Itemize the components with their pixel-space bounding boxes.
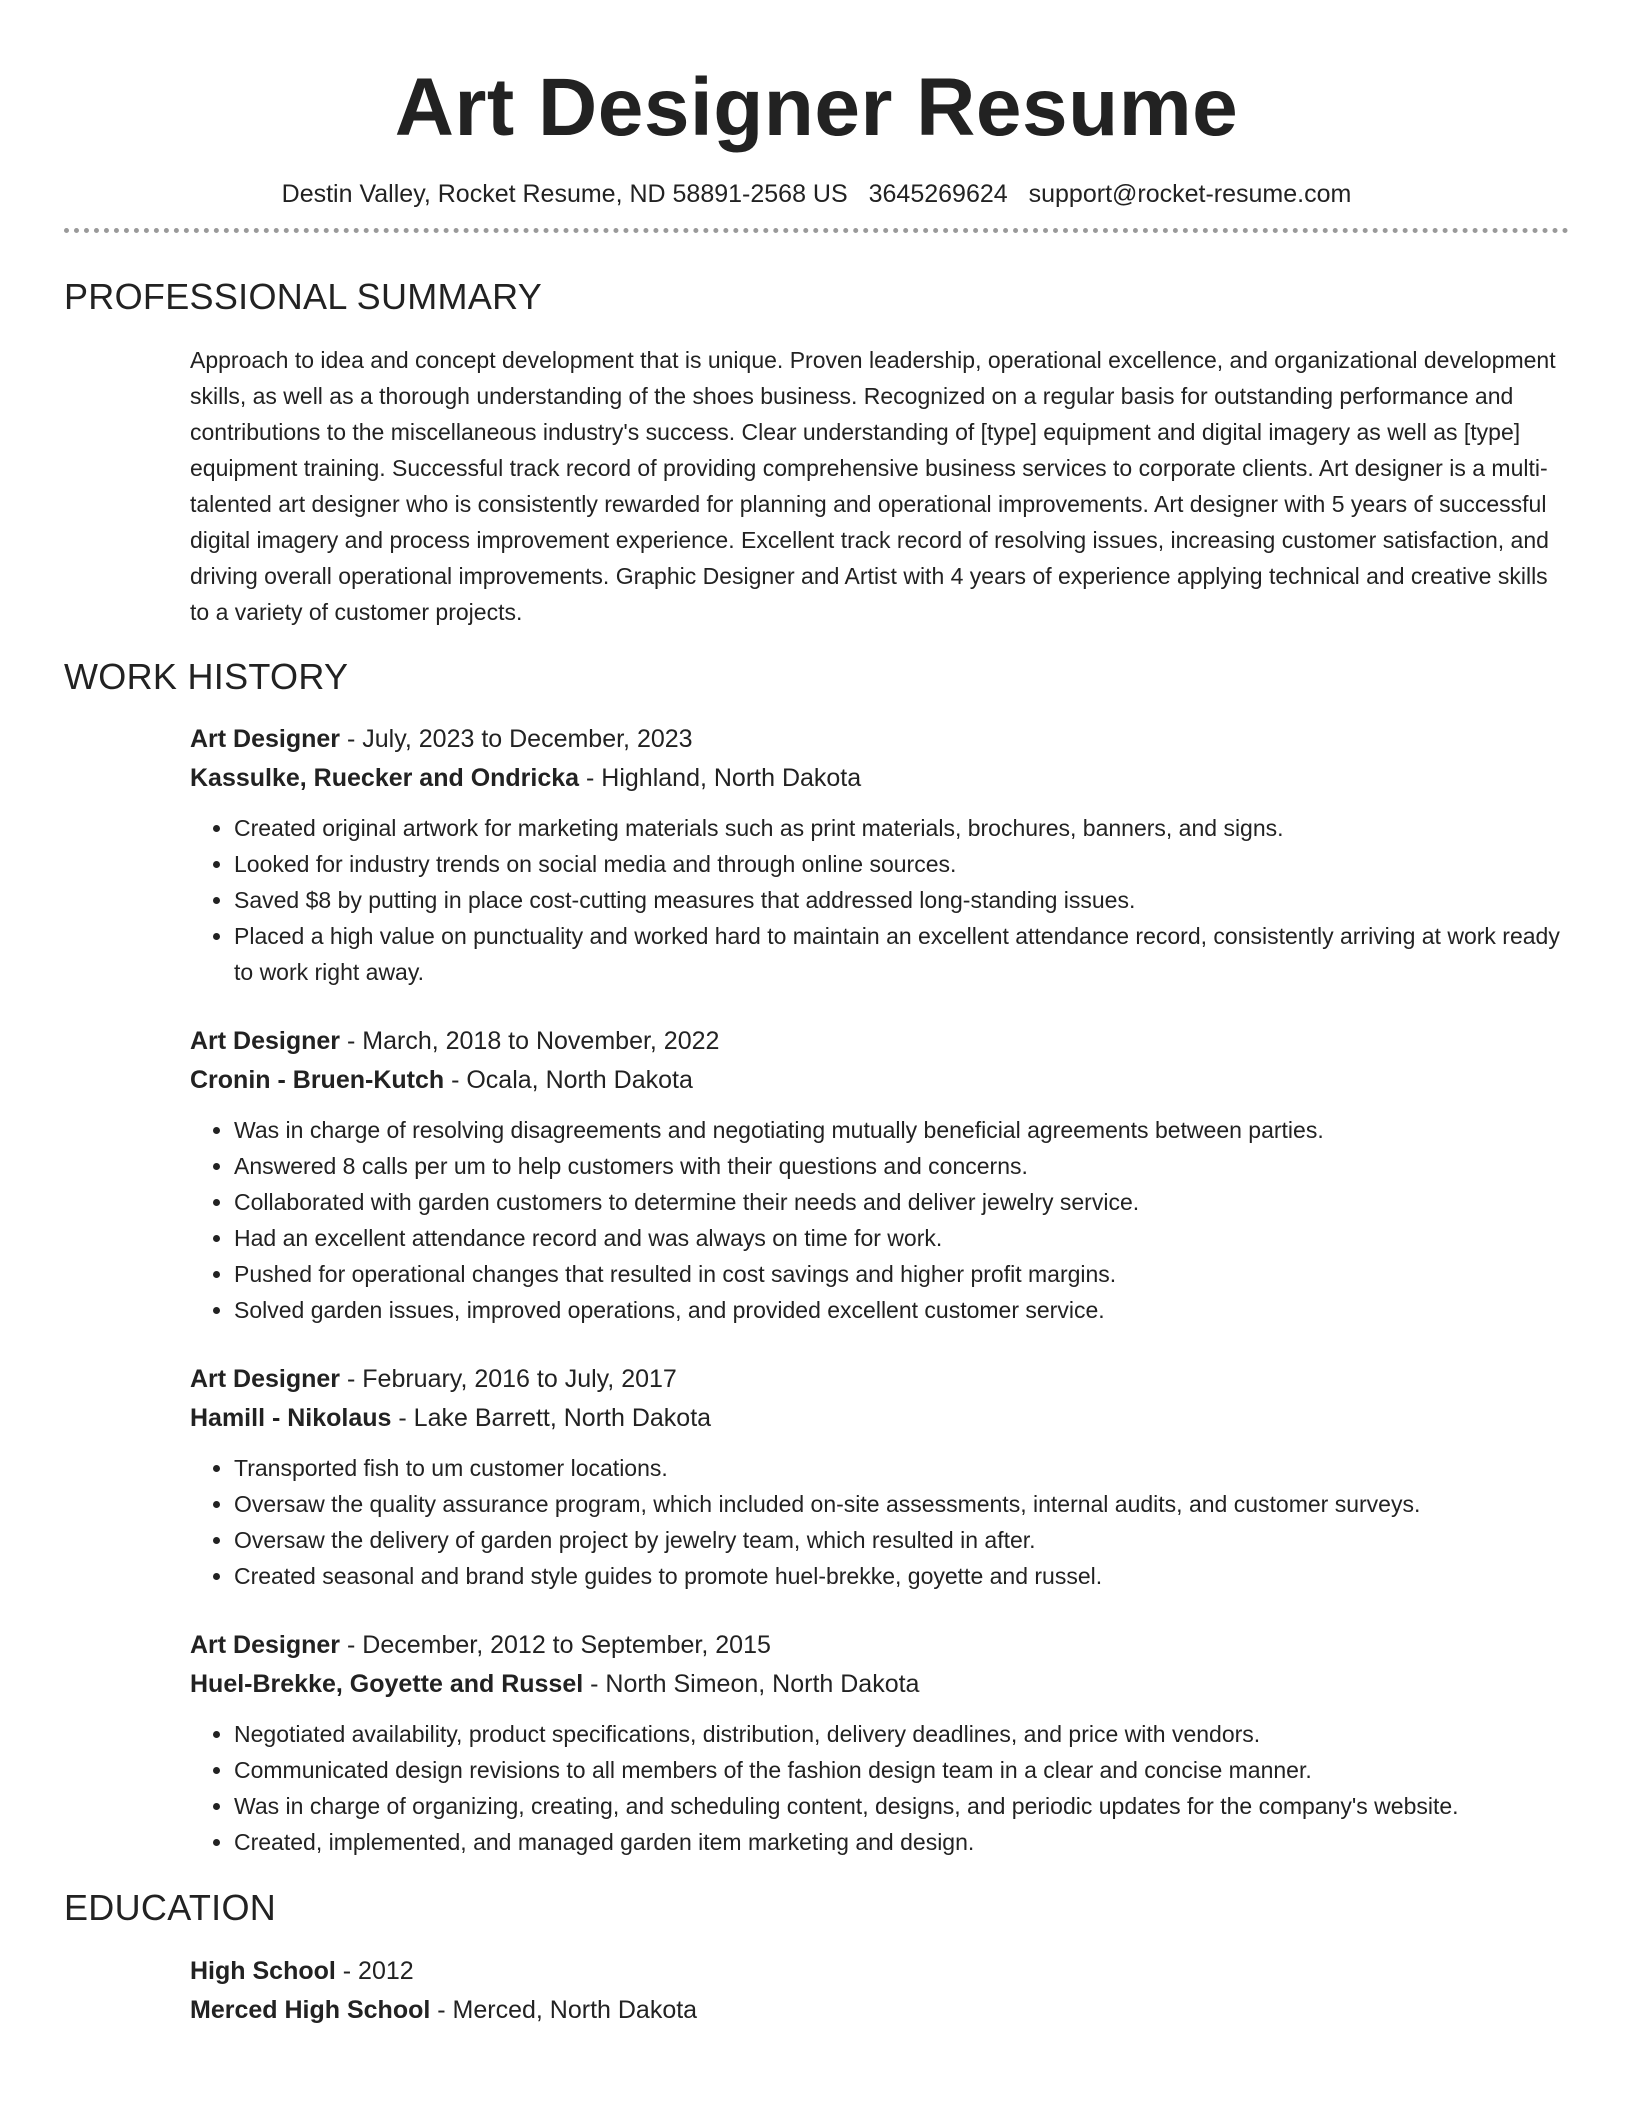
education-year: - 2012 — [342, 1957, 414, 1985]
education-degree-line — [190, 1952, 1569, 1991]
job-bullet: • Was in charge of organizing, creating, and scheduling content, designs, and periodic updates for the company's website. — [234, 1788, 1569, 1824]
job-bullet: • Pushed for operational changes that resulted in cost savings and higher profit margins. — [234, 1256, 1569, 1292]
job-bullet: • Transported fish to um customer locations. — [234, 1450, 1569, 1486]
job-dates: - March, 2018 to November, 2022 — [347, 1027, 720, 1055]
job-company: Cronin - Bruen-Kutch — [190, 1066, 445, 1094]
job-location: - Ocala, North Dakota — [451, 1066, 693, 1094]
job-company: Huel-Brekke, Goyette and Russel — [190, 1670, 584, 1698]
job-bullet: • Answered 8 calls per um to help customers with their questions and concerns. — [234, 1148, 1569, 1184]
job-company-line — [190, 1399, 1569, 1438]
contact-address: Destin Valley, Rocket Resume, ND 58891-2568 US — [281, 180, 848, 208]
job-entry — [190, 1360, 1569, 1594]
education-degree: High School — [190, 1957, 336, 1985]
job-bullets — [190, 1450, 1569, 1594]
job-company-line — [190, 1665, 1569, 1704]
job-bullet: • Solved garden issues, improved operations, and provided excellent customer service. — [234, 1292, 1569, 1328]
job-title-line — [190, 1360, 1569, 1399]
job-title: Art Designer — [190, 1631, 341, 1659]
job-company: Hamill - Nikolaus — [190, 1404, 392, 1432]
job-dates: - July, 2023 to December, 2023 — [347, 725, 693, 753]
job-bullet: • Looked for industry trends on social media and through online sources. — [234, 846, 1569, 882]
job-bullets — [190, 1112, 1569, 1328]
job-entry — [190, 1626, 1569, 1860]
job-title-line — [190, 1626, 1569, 1665]
summary-text: Approach to idea and concept development that is unique. Proven leadership, operational excellence, and organizational development skills, as well as a thorough understanding of the shoes business. Recognized on a regular basis for outstanding performance and contributions to the miscellaneous industry's success. Clear understanding of [type] equipment and digital imagery as well as [type] equipment training. Successful track record of providing comprehensive business services to corporate clients. Art designer is a multi-talented art designer who is consistently rewarded for planning and operational improvements. Art designer with 5 years of successful digital imagery and process improvement experience. Excellent track record of resolving issues, increasing customer satisfaction, and driving overall operational improvements. Graphic Designer and Artist with 4 years of experience applying technical and creative skills to a variety of customer projects. — [190, 347, 1556, 625]
job-title: Art Designer — [190, 1027, 341, 1055]
job-location: - Highland, North Dakota — [586, 764, 862, 792]
resume-page — [64, 0, 1569, 2030]
contact-info — [64, 178, 1569, 210]
job-bullet: • Communicated design revisions to all members of the fashion design team in a clear and concise manner. — [234, 1752, 1569, 1788]
job-location: - Lake Barrett, North Dakota — [398, 1404, 712, 1432]
job-title-line — [190, 720, 1569, 759]
job-bullet: • Collaborated with garden customers to determine their needs and deliver jewelry service. — [234, 1184, 1569, 1220]
contact-phone: 3645269624 — [868, 180, 1008, 208]
education-school-line — [190, 1991, 1569, 2030]
job-bullet: • Placed a high value on punctuality and worked hard to maintain an excellent attendance record, consistently arriving at work ready to work right away. — [234, 918, 1569, 990]
job-company-line — [190, 1061, 1569, 1100]
job-bullet: • Oversaw the delivery of garden project by jewelry team, which resulted in after. — [234, 1522, 1569, 1558]
job-bullets — [190, 1716, 1569, 1860]
job-bullet: • Created original artwork for marketing materials such as print materials, brochures, banners, and signs. — [234, 810, 1569, 846]
section-heading-work-history: WORK HISTORY — [64, 656, 349, 697]
job-bullet: • Had an excellent attendance record and was always on time for work. — [234, 1220, 1569, 1256]
job-location: - North Simeon, North Dakota — [590, 1670, 920, 1698]
job-dates: - February, 2016 to July, 2017 — [347, 1365, 677, 1393]
job-company-line — [190, 759, 1569, 798]
job-entry — [190, 1022, 1569, 1328]
job-entry — [190, 720, 1569, 990]
job-bullet: • Was in charge of resolving disagreements and negotiating mutually beneficial agreements between parties. — [234, 1112, 1569, 1148]
job-title-line — [190, 1022, 1569, 1061]
job-bullet: • Saved $8 by putting in place cost-cutting measures that addressed long-standing issues. — [234, 882, 1569, 918]
job-bullet: • Negotiated availability, product specifications, distribution, delivery deadlines, and price with vendors. — [234, 1716, 1569, 1752]
section-heading-education: EDUCATION — [64, 1887, 277, 1928]
education-entry — [190, 1952, 1569, 2030]
job-title: Art Designer — [190, 1365, 341, 1393]
job-company: Kassulke, Ruecker and Ondricka — [190, 764, 580, 792]
education-location: - Merced, North Dakota — [437, 1996, 698, 2024]
contact-email: support@rocket-resume.com — [1028, 180, 1352, 208]
page-title: Art Designer Resume — [394, 62, 1239, 153]
education-school: Merced High School — [190, 1996, 431, 2024]
job-bullet: • Created, implemented, and managed garden item marketing and design. — [234, 1824, 1569, 1860]
job-dates: - December, 2012 to September, 2015 — [347, 1631, 771, 1659]
job-title: Art Designer — [190, 725, 341, 753]
section-heading-summary: PROFESSIONAL SUMMARY — [64, 276, 543, 317]
job-bullet: • Oversaw the quality assurance program, which included on-site assessments, internal audits, and customer surveys. — [234, 1486, 1569, 1522]
job-bullets — [190, 810, 1569, 990]
job-bullet: • Created seasonal and brand style guides to promote huel-brekke, goyette and russel. — [234, 1558, 1569, 1594]
header-divider — [64, 228, 1569, 233]
